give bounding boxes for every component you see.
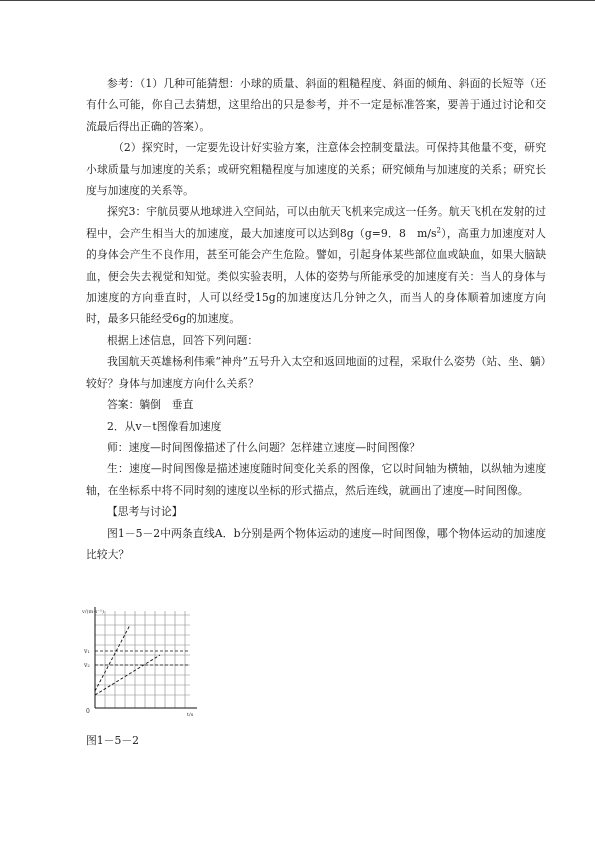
page-top-border — [0, 0, 595, 1]
paragraph-figure-question: 图1－5－2中两条直线A．b分别是两个物体运动的速度—时间图像，哪个物体运动的加速度比较大？ — [86, 526, 546, 561]
paragraph-answer: 答案：躺倒 垂直 — [107, 398, 194, 412]
section-heading-vt: 2．从v－t图像看加速度 — [107, 419, 222, 433]
x-axis-label: t/s — [187, 712, 194, 718]
explore-3-superscript: 2 — [436, 226, 442, 235]
y-mark-upper: v₁ — [84, 648, 90, 655]
paragraph-reference-2: （2）探究时，一定要先设计好实验方案，注意体会控制变量法。可保持其他量不变，研究小球质量与加速度的关系；或研究粗糙程度与加速度的关系；研究倾角与加速度的关系；研究长度与加速度的关系等。 — [86, 141, 546, 198]
document-body — [86, 73, 546, 565]
paragraph-instruction: 根据上述信息，回答下列问题： — [107, 333, 259, 347]
explore-3-part-a: 探究3：宇航员要从地球进入空间站，可以由航天飞机来完成这一任务。航天飞机在发射的过程中，会产生相当大的加速度，最大加速度可以达到8g（g=9．8 m/s — [86, 205, 546, 240]
paragraph-explore-3 — [86, 201, 546, 329]
y-axis-label: v/(m·s⁻¹) — [82, 609, 104, 615]
figure-caption: 图1－5－2 — [86, 734, 139, 747]
y-mark-lower: v₂ — [84, 662, 90, 669]
explore-3-part-b: ），高重力加速度对人的身体会产生不良作用，甚至可能会产生危险。譬如，引起身体某些部位血或缺血，如果大脑缺血，便会失去视觉和知觉。类似实验表明，人体的姿势与所能承受的加速度有关：当人的身体与加速度的方向垂直时，人可以经受15g的加速度达几分钟之久，而当人的身体顺着加速度方向时，最多只能经受6g的加速度。 — [86, 226, 546, 326]
origin-label: 0 — [86, 708, 90, 715]
velocity-time-figure — [80, 603, 200, 718]
heading-think-discuss: 【思考与讨论】 — [107, 505, 183, 519]
paragraph-reference-1: 参考：（1）几种可能猜想：小球的质量、斜面的粗糙程度、斜面的倾角、斜面的长短等（还有什么可能，你自己去猜想，这里给出的只是参考，并不一定是标准答案，要善于通过讨论和交流最后得出正确的答案）。 — [86, 77, 546, 133]
paragraph-teacher: 师：速度—时间图像描述了什么问题？怎样建立速度—时间图像？ — [107, 440, 421, 454]
paragraph-student: 生：速度—时间图像是描述速度随时间变化关系的图像，它以时间轴为横轴，以纵轴为速度轴，在坐标系中将不同时刻的速度以坐标的形式描点，然后连线，就画出了速度—时间图像。 — [86, 462, 546, 497]
paragraph-question: 我国航天英雄杨利伟乘“神舟”五号升入太空和返回地面的过程，采取什么姿势（站、坐、躺）较好？身体与加速度方向什么关系？ — [86, 355, 546, 390]
